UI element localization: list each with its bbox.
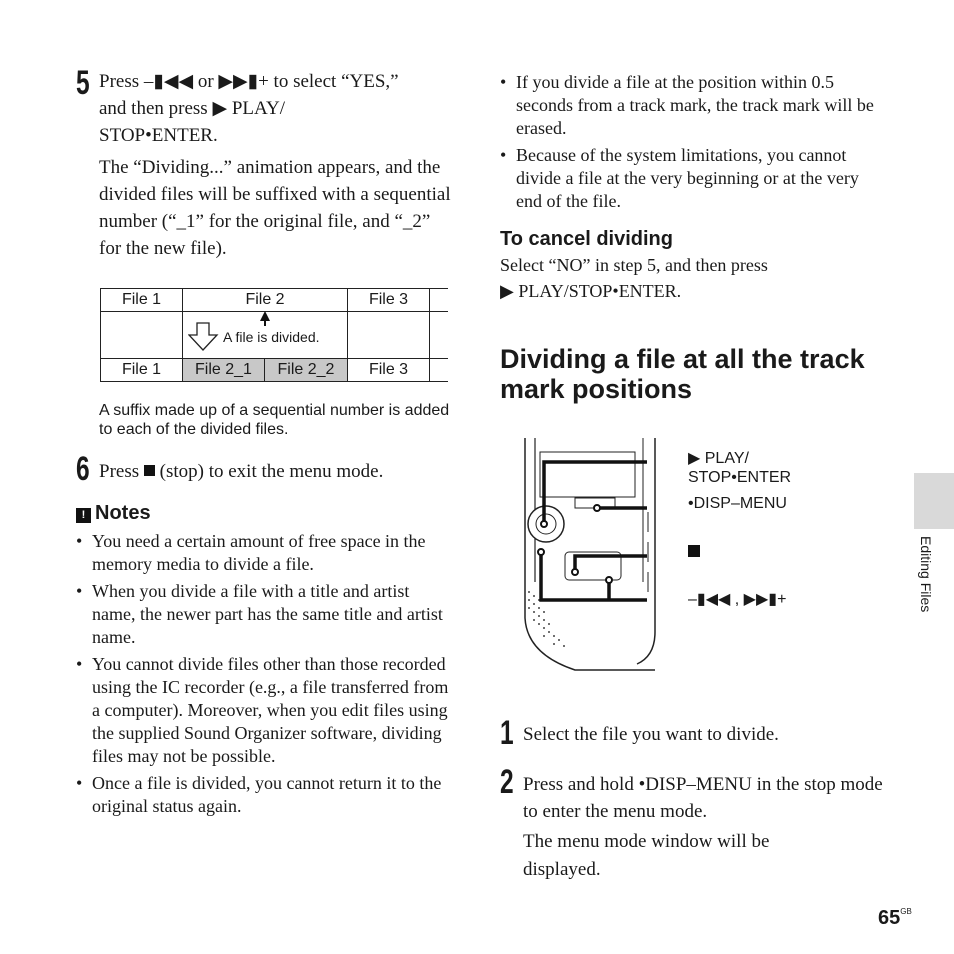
step-6-text-end: (stop) to exit the menu mode. <box>154 461 384 482</box>
diagram-file3-after: File 3 <box>348 359 430 382</box>
side-tab <box>914 473 954 529</box>
label-next-plus: + <box>777 591 787 608</box>
step-5-text: Press – <box>99 71 154 92</box>
previous-track-icon: ▮◀◀ <box>153 71 194 92</box>
file-division-diagram <box>100 288 450 383</box>
down-arrow-icon <box>188 321 220 353</box>
step-1-number: 1 <box>500 714 514 752</box>
label-disp-menu: •DISP–MENU <box>688 495 787 512</box>
step-5-text-then: and then press <box>99 98 213 119</box>
diagram-file2-1: File 2_1 <box>183 359 265 382</box>
step-6-number: 6 <box>76 450 90 488</box>
page-number-suffix: GB <box>900 907 912 916</box>
step-6-instruction <box>99 458 459 485</box>
label-prev-dash: – <box>688 591 697 608</box>
diagram-trailing-cell <box>430 289 449 312</box>
cancel-instruction <box>500 252 880 304</box>
step-6-text: Press <box>99 461 144 482</box>
section-title-line2: mark positions <box>500 374 693 404</box>
right-notes-list <box>500 71 880 217</box>
step-2-number: 2 <box>500 763 514 801</box>
notes-list <box>76 530 456 822</box>
notes-heading <box>76 502 151 525</box>
label-stop-enter: STOP•ENTER <box>688 469 792 486</box>
step-1-instruction: Select the file you want to divide. <box>523 724 779 745</box>
note-item: • You cannot divide files other than those recorded using the IC recorder (e.g., a file transferred from a computer). Moreover, when you edit files using the supplied Sound Organizer software, dividing files may not be possible. <box>76 653 456 768</box>
section-title <box>500 344 920 404</box>
diagram-row-before <box>100 288 448 312</box>
label-play: PLAY/ <box>700 450 749 467</box>
diagram-caption: A suffix made up of a sequential number is added to each of the divided files. <box>99 402 450 438</box>
right-note-item: • Because of the system limitations, you cannot divide a file at the very beginning or at the very end of the file. <box>500 144 880 213</box>
ic-recorder-illustration <box>515 432 685 678</box>
cancel-text-play: PLAY/STOP•ENTER. <box>513 281 682 301</box>
cancel-text: Select “NO” in step 5, and then press <box>500 255 768 275</box>
note-item: • Once a file is divided, you cannot return it to the original status again. <box>76 772 456 818</box>
step-2-result: The menu mode window will be displayed. <box>523 831 770 880</box>
next-track-icon: ▶▶▮ <box>218 71 259 92</box>
note-item: • When you divide a file with a title and artist name, the newer part has the same title and artist name. <box>76 580 456 649</box>
step-5-number: 5 <box>76 64 90 102</box>
step-5-text-stop-enter: STOP•ENTER. <box>99 125 218 146</box>
side-tab-label: Editing Files <box>918 536 934 613</box>
label-play-stop-enter <box>688 449 791 487</box>
step-5-text-yes: + to select “YES,” <box>258 71 399 92</box>
diagram-file1-after: File 1 <box>101 359 183 382</box>
right-note-item: • If you divide a file at the position within 0.5 seconds from a track mark, the track mark will be erased. <box>500 71 880 140</box>
play-icon: ▶ <box>688 450 701 467</box>
step-5-text-play: PLAY/ <box>227 98 285 119</box>
cancel-heading: To cancel dividing <box>500 228 673 250</box>
section-title-line1: Dividing a file at all the track <box>500 344 865 374</box>
diagram-note: A file is divided. <box>223 329 320 345</box>
diagram-file2-2: File 2_2 <box>265 359 348 382</box>
stop-icon <box>144 465 155 476</box>
note-item: • You need a certain amount of free space in the memory media to divide a file. <box>76 530 456 576</box>
diagram-trailing-cell-after <box>430 359 449 382</box>
diagram-row-after <box>100 358 448 382</box>
step-2-instruction: Press and hold •DISP–MENU in the stop mode to enter the menu mode. <box>523 774 883 822</box>
diagram-file2: File 2 <box>183 289 348 312</box>
step-5-instruction <box>99 68 459 149</box>
label-prev-next <box>688 589 786 609</box>
page-number-value: 65 <box>878 907 901 929</box>
previous-track-icon: ▮◀◀ <box>696 591 731 608</box>
step-5-result-paragraph: The “Dividing...” animation appears, and the divided files will be suffixed with a sequential number (“_1” for the original file, and “_2” for the new file). <box>99 157 451 259</box>
next-track-icon: ▶▶▮ <box>743 591 778 608</box>
play-icon: ▶ <box>500 281 514 301</box>
notes-icon: ! <box>76 508 91 523</box>
notes-title: Notes <box>95 502 151 524</box>
label-stop-icon <box>688 545 700 557</box>
play-icon: ▶ <box>212 98 228 119</box>
step-5-text-or: or <box>193 71 219 92</box>
diagram-file3: File 3 <box>348 289 430 312</box>
page-number <box>878 907 912 930</box>
track-mark-triangle-icon <box>260 311 270 321</box>
label-separator: , <box>730 591 744 608</box>
diagram-file1: File 1 <box>101 289 183 312</box>
